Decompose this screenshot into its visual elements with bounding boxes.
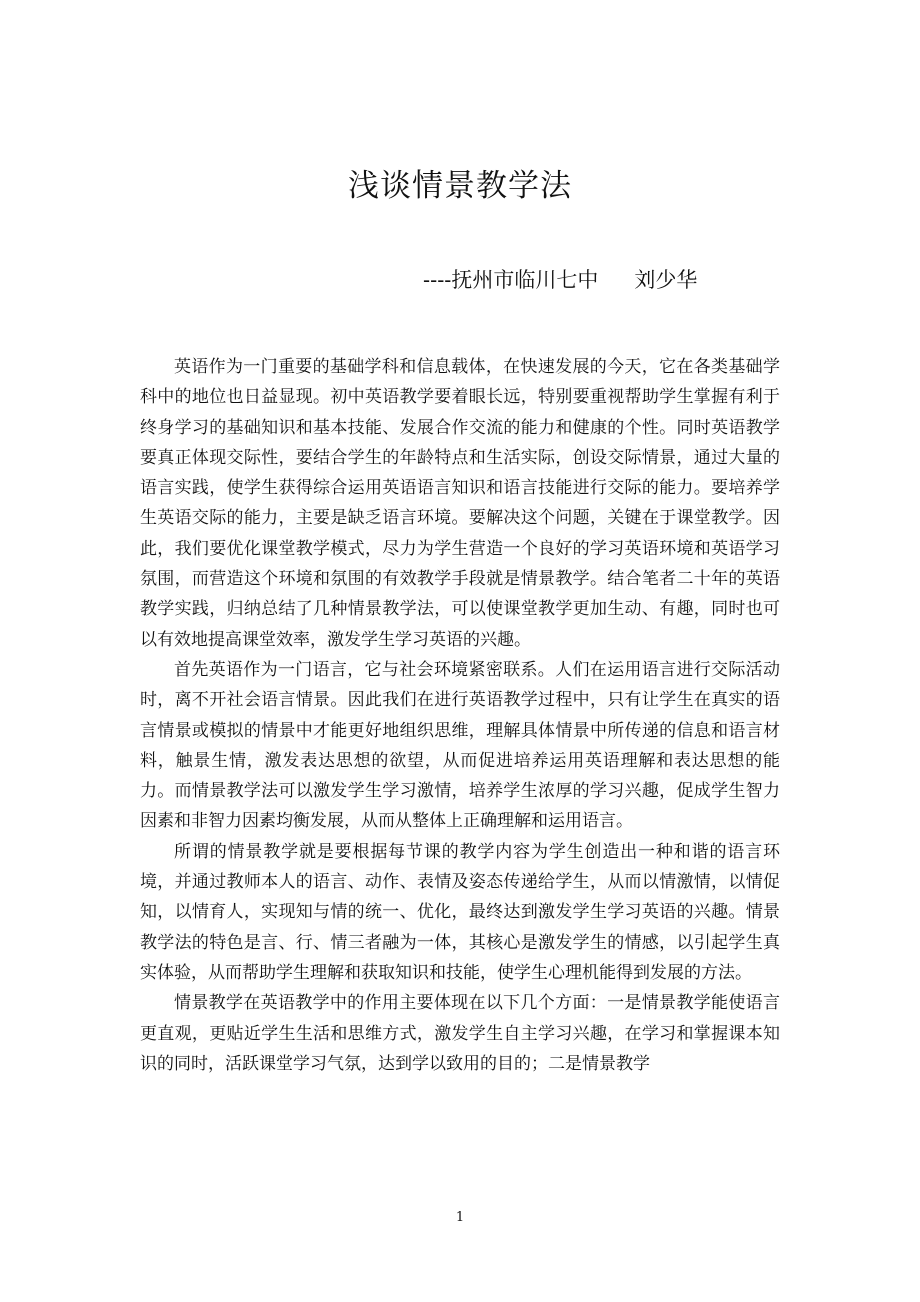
page-number: 1 xyxy=(455,1210,465,1225)
document-title: 浅谈情景教学法 xyxy=(348,168,572,204)
paragraph-3: 所谓的情景教学就是要根据每节课的教学内容为学生创造出一种和谐的语言环境，并通过教师本人的语言、动作、表情及姿态传递给学生，从而以情激情，以情促知，以情育人，实现知与情的统一、优化，最终达到激发学生学习英语的兴趣。情景教学法的特色是言、行、情三者融为一体，其核心是激发学生的情感，以引起学生真实体验，从而帮助学生理解和获取知识和技能，使学生心理机能得到发展的方法。 xyxy=(140,841,780,983)
document-body xyxy=(140,352,780,1079)
paragraph-1: 英语作为一门重要的基础学科和信息载体，在快速发展的今天，它在各类基础学科中的地位也日益显现。初中英语教学要着眼长远，特别要重视帮助学生掌握有利于终身学习的基础知识和基本技能、发展合作交流的能力和健康的个性。同时英语教学要真正体现交际性，要结合学生的年龄特点和生活实际，创设交际情景，通过大量的语言实践，使学生获得综合运用英语语言知识和语言技能进行交际的能力。要培养学生英语交际的能力，主要是缺乏语言环境。要解决这个问题，关键在于课堂教学。因此，我们要优化课堂教学模式，尽力为学生营造一个良好的学习英语环境和英语学习氛围，而营造这个环境和氛围的有效教学手段就是情景教学。结合笔者二十年的英语教学实践，归纳总结了几种情景教学法，可以使课堂教学更加生动、有趣，同时也可以有效地提高课堂效率，激发学生学习英语的兴趣。 xyxy=(140,357,780,650)
byline-school: ----抚州市临川七中 xyxy=(423,268,599,292)
byline-author: 刘少华 xyxy=(634,268,698,292)
byline xyxy=(423,264,697,294)
paragraph-2: 首先英语作为一门语言，它与社会环境紧密联系。人们在运用语言进行交际活动时，离不开社会语言情景。因此我们在进行英语教学过程中，只有让学生在真实的语言情景或模拟的情景中才能更好地组织思维，理解具体情景中所传递的信息和语言材料，触景生情，激发表达思想的欲望，从而促进培养运用英语理解和表达思想的能力。而情景教学法可以激发学生学习激情，培养学生浓厚的学习兴趣，促成学生智力因素和非智力因素均衡发展，从而从整体上正确理解和运用语言。 xyxy=(140,659,780,832)
paragraph-4: 情景教学在英语教学中的作用主要体现在以下几个方面：一是情景教学能使语言更直观，更贴近学生生活和思维方式，激发学生自主学习兴趣，在学习和掌握课本知识的同时，活跃课堂学习气氛，达到学以致用的目的；二是情景教学 xyxy=(140,993,780,1074)
